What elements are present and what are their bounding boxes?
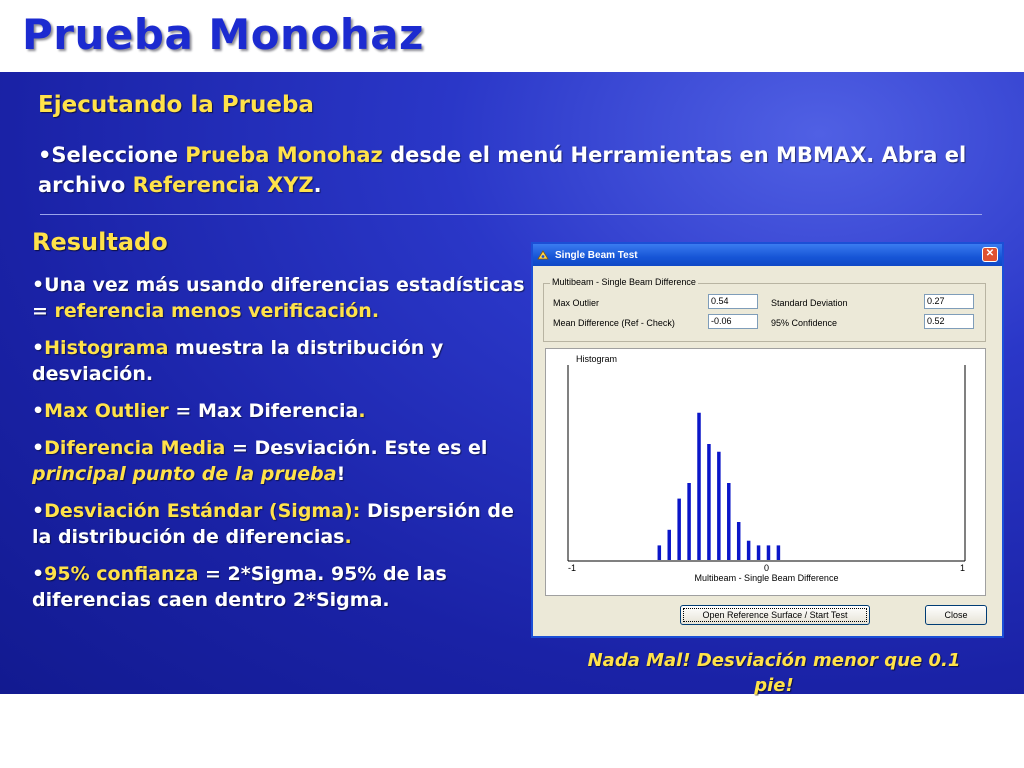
result-caption: Nada Mal! Desviación menor que 0.1 pie! [587, 650, 961, 696]
histogram-panel [545, 348, 986, 596]
text-run: Dispersión de la distribución de diferencias [32, 500, 514, 548]
result-bullets [32, 272, 527, 624]
std-deviation-field[interactable]: 0.27 [924, 294, 974, 309]
confidence-label: 95% Confidence [771, 318, 838, 328]
x-tick-label: 0 [763, 563, 770, 573]
text-run: = Desviación. Este es el [225, 437, 488, 459]
open-reference-button[interactable]: Open Reference Surface / Start Test [680, 605, 870, 625]
histogram-chart [546, 349, 985, 595]
text-run: • [32, 337, 45, 359]
text-run: = 2*Sigma. 95% de las diferencias caen dentro 2*Sigma. [32, 563, 447, 611]
bottom-strip [0, 694, 1024, 768]
highlight-text: Referencia XYZ [132, 173, 314, 197]
intro-paragraph [38, 140, 978, 200]
highlight-text: referencia menos verificación. [54, 300, 380, 322]
bullet-std-deviation [32, 498, 527, 550]
text-run: • [32, 400, 45, 422]
bullet-histogram [32, 335, 527, 387]
slide-title: Prueba Monohaz [22, 10, 425, 59]
bullet-statistical-differences [32, 272, 527, 324]
highlight-text: Desviación Estándar (Sigma): [44, 500, 361, 522]
mean-difference-label: Mean Difference (Ref - Check) [553, 318, 675, 328]
mean-difference-field[interactable]: -0.06 [708, 314, 758, 329]
section-heading-running-test: Ejecutando la Prueba [38, 92, 314, 118]
confidence-field[interactable]: 0.52 [924, 314, 974, 329]
highlight-text: Max Outlier [44, 400, 169, 422]
close-button[interactable]: Close [925, 605, 987, 625]
bullet-confidence [32, 561, 527, 613]
highlight-text: Histograma [44, 337, 169, 359]
section-heading-result: Resultado [32, 228, 168, 256]
highlight-text: 95% confianza [44, 563, 199, 585]
bullet-mean-difference [32, 435, 527, 487]
highlight-text: . [344, 526, 352, 548]
highlight-text: . [358, 400, 366, 422]
x-tick-label: 1 [959, 563, 965, 573]
text-run: = Max Diferencia [168, 400, 359, 422]
text-run: •Una vez más usando diferencias estadísticas = [32, 274, 525, 322]
highlight-text: Diferencia Media [44, 437, 226, 459]
text-run: •Seleccione [38, 143, 186, 167]
x-axis-label: Multibeam - Single Beam Difference [694, 573, 839, 583]
text-run: muestra la distribución y desviación. [32, 337, 444, 385]
text-run: desde el menú Herramientas en MBMAX. Abra el archivo [38, 143, 967, 197]
groupbox-label: Multibeam - Single Beam Difference [552, 277, 696, 287]
section-divider [40, 214, 982, 215]
text-run: . [313, 173, 322, 197]
text-run: • [32, 437, 45, 459]
max-outlier-label: Max Outlier [553, 298, 600, 308]
single-beam-test-dialog [531, 242, 1004, 638]
bullet-max-outlier [32, 398, 527, 424]
x-tick-label: -1 [568, 563, 577, 573]
dialog-title: Single Beam Test [555, 249, 638, 261]
dialog-titlebar[interactable] [533, 244, 1002, 266]
difference-groupbox [543, 277, 986, 342]
text-run: • [32, 500, 45, 522]
max-outlier-field[interactable]: 0.54 [708, 294, 758, 309]
std-deviation-label: Standard Deviation [771, 298, 848, 308]
highlight-text: principal punto de la prueba [32, 463, 337, 485]
text-run: • [32, 563, 45, 585]
app-icon [537, 249, 549, 261]
close-icon[interactable]: ✕ [982, 247, 998, 262]
text-run: ! [336, 463, 346, 485]
histogram-title: Histogram [576, 354, 618, 364]
highlight-text: Prueba Monohaz [185, 143, 383, 167]
